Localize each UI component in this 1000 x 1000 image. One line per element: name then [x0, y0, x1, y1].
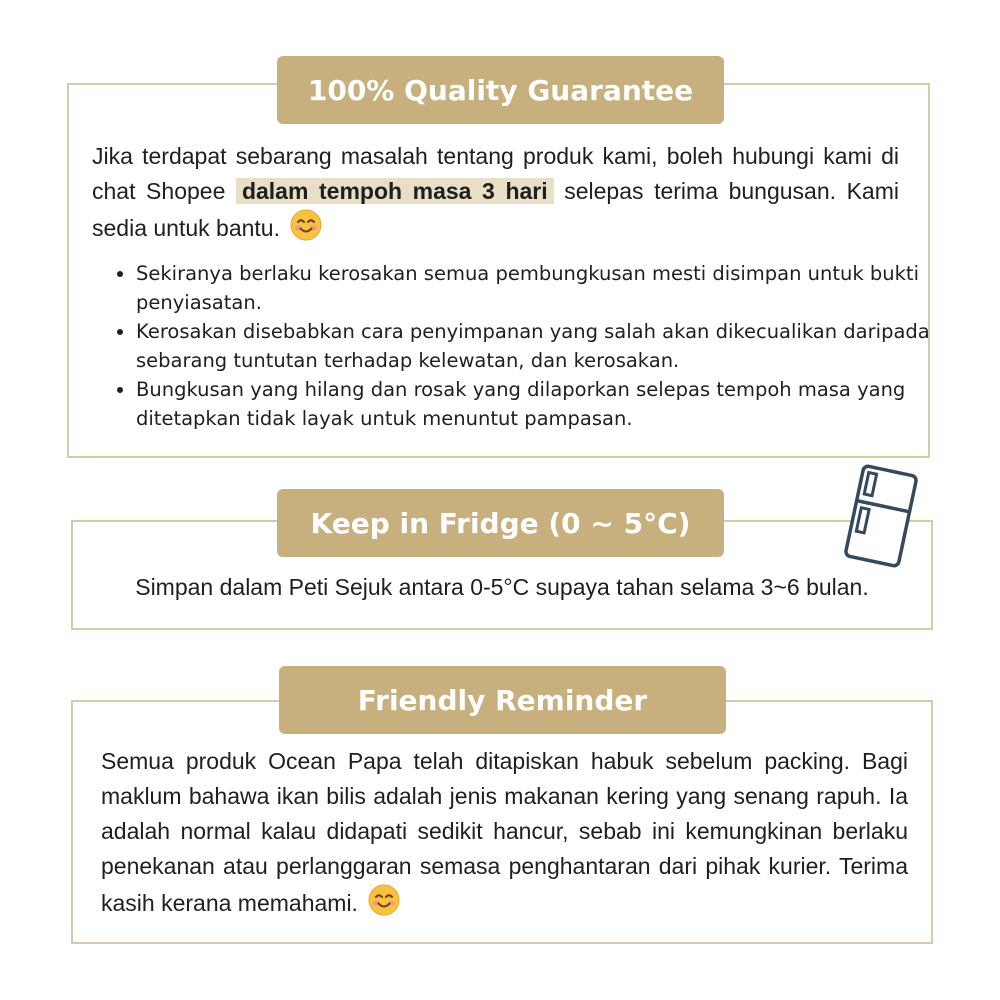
- fridge-text: Simpan dalam Peti Sejuk antara 0-5°C supaya tahan selama 3~6 bulan.: [135, 574, 869, 600]
- list-item: • Kerosakan disebabkan cara penyimpanan yang salah akan dikecualikan daripada sebarang tuntutan terhadap kelewatan, dan kerosakan.: [136, 317, 936, 375]
- smiling-face-icon: [290, 209, 322, 251]
- reminder-title: Friendly Reminder: [279, 666, 726, 734]
- fridge-icon: [836, 462, 926, 570]
- quality-title: 100% Quality Guarantee: [277, 56, 724, 124]
- quality-intro-text: Jika terdapat sebarang masalah tentang produk kami, boleh hubungi kami di chat Shopee: [92, 143, 899, 204]
- quality-bullet-list: [92, 259, 936, 433]
- reminder-text: [101, 744, 908, 926]
- fridge-title: Keep in Fridge (0 ~ 5°C): [277, 489, 724, 557]
- quality-intro-text-after: selepas terima bungusan. Kami sedia untuk bantu.: [92, 178, 899, 242]
- smiling-face-icon: [368, 884, 400, 926]
- list-item: • Bungkusan yang hilang dan rosak yang dilaporkan selepas tempoh masa yang ditetapkan tidak layak untuk menuntut pampasan.: [136, 375, 936, 433]
- quality-intro: [92, 139, 899, 251]
- reminder-text-body: Semua produk Ocean Papa telah ditapiskan habuk sebelum packing. Bagi maklum bahawa ikan bilis adalah jenis makanan kering yang senang rapuh. Ia adalah normal kalau didapati sedikit hancur, sebab ini kemungkinan berlaku penekanan atau perlanggaran semasa penghantaran dari pihak kurier. Terima kasih kerana memahami.: [101, 748, 908, 917]
- quality-intro-highlight: dalam tempoh masa 3 hari: [236, 178, 554, 204]
- list-item: • Sekiranya berlaku kerosakan semua pembungkusan mesti disimpan untuk bukti penyiasatan.: [136, 259, 936, 317]
